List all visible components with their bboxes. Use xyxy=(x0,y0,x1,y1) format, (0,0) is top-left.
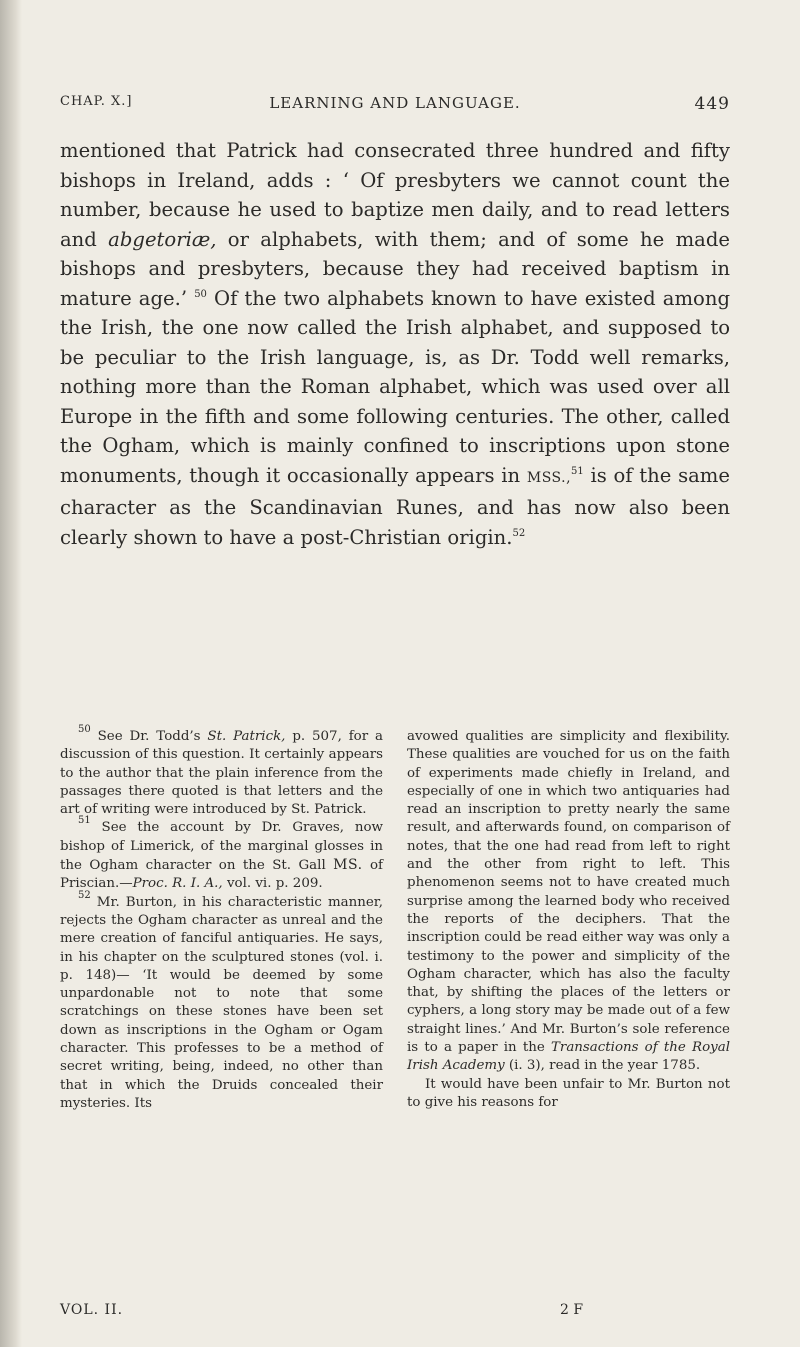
body-paragraph xyxy=(60,136,730,552)
small-caps-term: MS. xyxy=(333,857,363,874)
page-footer xyxy=(60,1302,730,1324)
italic-title: Transactions of the Royal Irish Academy xyxy=(407,1040,730,1074)
chapter-label: CHAP. X.] xyxy=(60,94,133,109)
small-caps-term: MSS., xyxy=(526,469,572,486)
text-run: (i. 3), read in the year 1785. xyxy=(504,1058,701,1074)
footnotes-left-column xyxy=(60,724,383,1113)
sheet-mark: 2 F xyxy=(560,1302,584,1318)
text-run: of Priscian.— xyxy=(60,858,383,892)
text-run: mentioned that Patrick had consecrated three hundred and fifty bishops in Ireland, adds : ‘ Of presbyters we cannot count the number, because he used to baptize men daily, and to read letters and xyxy=(60,139,730,251)
volume-signature: VOL. II. xyxy=(60,1302,124,1318)
footnote-number: 52 xyxy=(78,889,91,901)
text-run: It would have been unfair to Mr. Burton not to give his reasons for xyxy=(407,1076,730,1110)
footnotes-right-column xyxy=(407,728,730,1112)
text-run: is of the same character as the Scandinavian Runes, and has now also been clearly shown to have a post-Christian origin. xyxy=(60,463,730,549)
text-run: See the account by Dr. Graves, now bishop of Limerick, of the marginal glosses in the Ogham character on the St. Gall xyxy=(60,820,383,874)
footnote-51 xyxy=(60,815,383,893)
footnote-52-paragraph xyxy=(407,1076,730,1113)
text-run: Of the two alphabets known to have existed among the Irish, the one now called the Irish alphabet, and supposed to be peculiar to the Irish language, is, as Dr. Todd well remarks, nothing more than the Roman alphabet, which was used over all Europe in the fifth and some following centuries. The other, called the Ogham, which is mainly confined to inscriptions upon stone monuments, though it occasionally appears in xyxy=(60,286,730,487)
footnotes xyxy=(60,724,730,1303)
italic-title: Proc. R. I. A., xyxy=(132,876,223,892)
italic-title: St. Patrick, xyxy=(207,729,286,744)
text-run: Mr. Burton, in his characteristic manner, rejects the Ogham character as unreal and the mere creation of fanciful antiquaries. He says, in his chapter on the sculptured stones (vol. i. p. 148)— ‘It would be deemed by some unpardonable not to note that some scratchings on these stones have been set down as inscriptions in the Ogham or Ogam character. This professes to be a method of secret writing, being, indeed, no other than that in which the Druids concealed their mysteries. Its xyxy=(60,894,383,1111)
footnote-number: 50 xyxy=(78,724,91,735)
text-run: See Dr. Todd’s xyxy=(90,729,208,744)
footnote-52-continued xyxy=(407,728,730,1076)
page-number: 449 xyxy=(694,94,730,114)
page-binding-shadow xyxy=(0,0,22,1347)
running-title: LEARNING AND LANGUAGE. xyxy=(269,94,521,112)
text-run: or alphabets, with them; and of some he made bishops and presbyters, because they had received baptism in mature age.’ xyxy=(60,227,730,310)
text-run: avowed qualities are simplicity and flexibility. These qualities are vouched for us on the faith of experiments made chiefly in Ireland, and especially of one in which two antiquaries had read an inscription to pretty nearly the same result, and afterwards found, on comparison of notes, that the one had read from left to right and the other from right to left. This phenomenon seems not to have created much surprise among the learned body who received the reports of the deciphers. That the inscription could be read either way was only a testimony to the power and simplicity of the Ogham character, which has also the faculty that, by shifting the places of the letters or cyphers, a long story may be made out of a few straight lines.’ And Mr. Burton’s sole reference is to a paper in the xyxy=(407,729,730,1056)
footnote-number: 51 xyxy=(78,815,91,827)
main-text xyxy=(60,136,730,552)
footnote-ref-50: 50 xyxy=(194,288,207,300)
footnote-50 xyxy=(60,724,383,819)
italic-term: abgetoriæ, xyxy=(108,227,217,251)
footnote-52 xyxy=(60,889,383,1114)
footnote-ref-52: 52 xyxy=(512,527,526,539)
footnote-ref-51: 51 xyxy=(571,465,584,477)
running-header xyxy=(60,94,730,118)
text-run: p. 507, for a discussion of this question. It certainly appears to the author that the plain inference from the passages there quoted is that letters and the art of writing were introduced by St. Patrick. xyxy=(60,729,383,818)
text-run: vol. vi. p. 209. xyxy=(222,876,323,892)
